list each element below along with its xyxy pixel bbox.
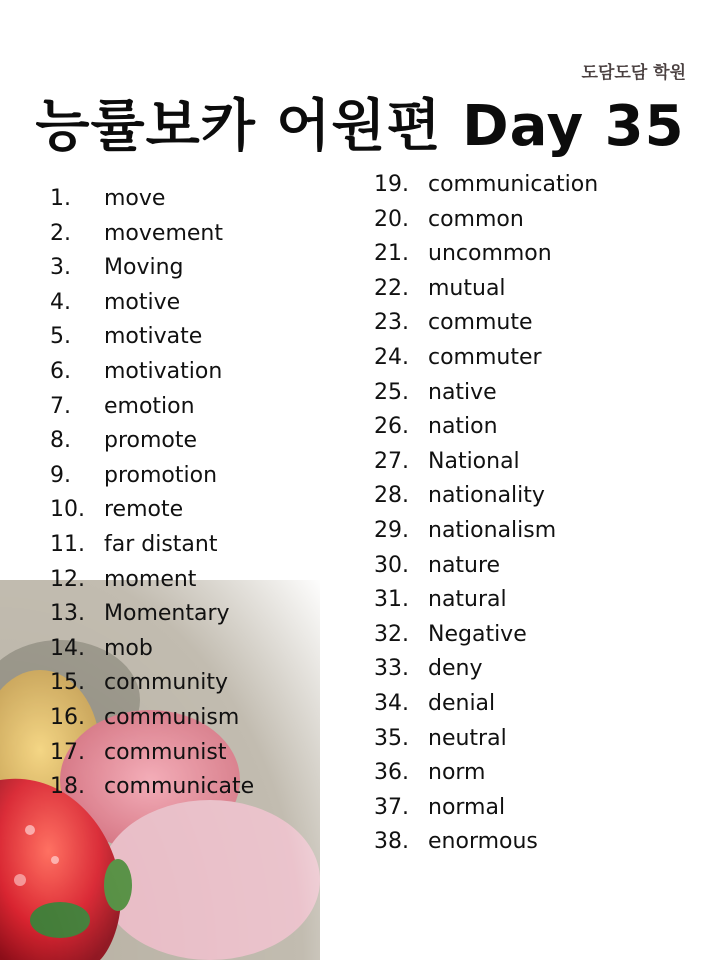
word-number: 23. (374, 310, 409, 336)
word-number: 13. (50, 601, 85, 627)
word-number: 18. (50, 774, 85, 800)
word-number: 24. (374, 344, 409, 370)
vocabulary-word: communicate (104, 774, 255, 800)
vocabulary-word: motivate (104, 324, 203, 350)
vocabulary-word: nation (428, 414, 498, 440)
vocabulary-word: promotion (104, 462, 218, 488)
word-number: 20. (374, 206, 409, 232)
word-number: 11. (50, 531, 85, 557)
vocabulary-word: far distant (104, 531, 218, 557)
word-number: 34. (374, 690, 409, 716)
word-number: 3. (50, 255, 71, 281)
vocabulary-word: norm (428, 760, 486, 786)
word-number: 15. (50, 670, 85, 696)
vocabulary-word: deny (428, 656, 483, 682)
word-number: 10. (50, 497, 85, 523)
vocabulary-word: National (428, 448, 520, 474)
vocabulary-word: Moving (104, 255, 184, 281)
word-number: 17. (50, 739, 85, 765)
vocabulary-word: communism (104, 704, 240, 730)
page-title: 능률보카 어원편 Day 35 (35, 94, 685, 159)
word-number: 6. (50, 358, 71, 384)
word-number: 14. (50, 635, 85, 661)
word-number: 31. (374, 587, 409, 613)
word-number: 32. (374, 621, 409, 647)
word-number: 9. (50, 462, 71, 488)
word-number: 21. (374, 241, 409, 267)
word-number: 12. (50, 566, 85, 592)
word-number: 30. (374, 552, 409, 578)
vocabulary-word: denial (428, 690, 496, 716)
vocabulary-word: commuter (428, 344, 542, 370)
word-number: 22. (374, 275, 409, 301)
word-number: 8. (50, 428, 71, 454)
vocabulary-word: communication (428, 172, 599, 197)
vocabulary-word: move (104, 186, 166, 211)
vocabulary-word: Negative (428, 621, 527, 647)
vocabulary-word: communist (104, 739, 227, 765)
vocabulary-word: motive (104, 289, 181, 315)
vocabulary-word: common (428, 206, 524, 232)
vocabulary-word: native (428, 379, 497, 405)
word-number: 28. (374, 483, 409, 509)
vocabulary-word: natural (428, 587, 507, 613)
word-number: 4. (50, 289, 71, 315)
academy-brand-label: 도담도담 학원 (581, 63, 686, 83)
vocabulary-word: community (104, 670, 229, 696)
word-number: 37. (374, 794, 409, 820)
vocabulary-word: mutual (428, 275, 506, 301)
vocabulary-word: commute (428, 310, 533, 336)
word-number: 29. (374, 517, 409, 543)
word-number: 16. (50, 704, 85, 730)
vocabulary-word: motivation (104, 358, 223, 384)
vocabulary-word: emotion (104, 393, 195, 419)
vocabulary-word: neutral (428, 725, 507, 751)
word-number: 35. (374, 725, 409, 751)
vocabulary-word: uncommon (428, 241, 552, 267)
vocabulary-word: remote (104, 497, 184, 523)
vocabulary-word: moment (104, 566, 197, 592)
vocabulary-word: enormous (428, 829, 538, 855)
vocabulary-word: promote (104, 428, 198, 454)
vocabulary-word: nationality (428, 483, 545, 509)
vocabulary-word: Momentary (104, 601, 230, 627)
word-number: 2. (50, 220, 71, 246)
vocabulary-word: nationalism (428, 517, 557, 543)
word-number: 25. (374, 379, 409, 405)
vocabulary-word: movement (104, 220, 223, 246)
vocabulary-word: nature (428, 552, 501, 578)
vocabulary-word: normal (428, 794, 506, 820)
word-number: 1. (50, 186, 71, 211)
word-number: 5. (50, 324, 71, 350)
word-number: 38. (374, 829, 409, 855)
word-number: 7. (50, 393, 71, 419)
vocabulary-word: mob (104, 635, 153, 661)
word-number: 36. (374, 760, 409, 786)
word-number: 33. (374, 656, 409, 682)
word-number: 19. (374, 172, 409, 197)
word-number: 26. (374, 414, 409, 440)
word-number: 27. (374, 448, 409, 474)
